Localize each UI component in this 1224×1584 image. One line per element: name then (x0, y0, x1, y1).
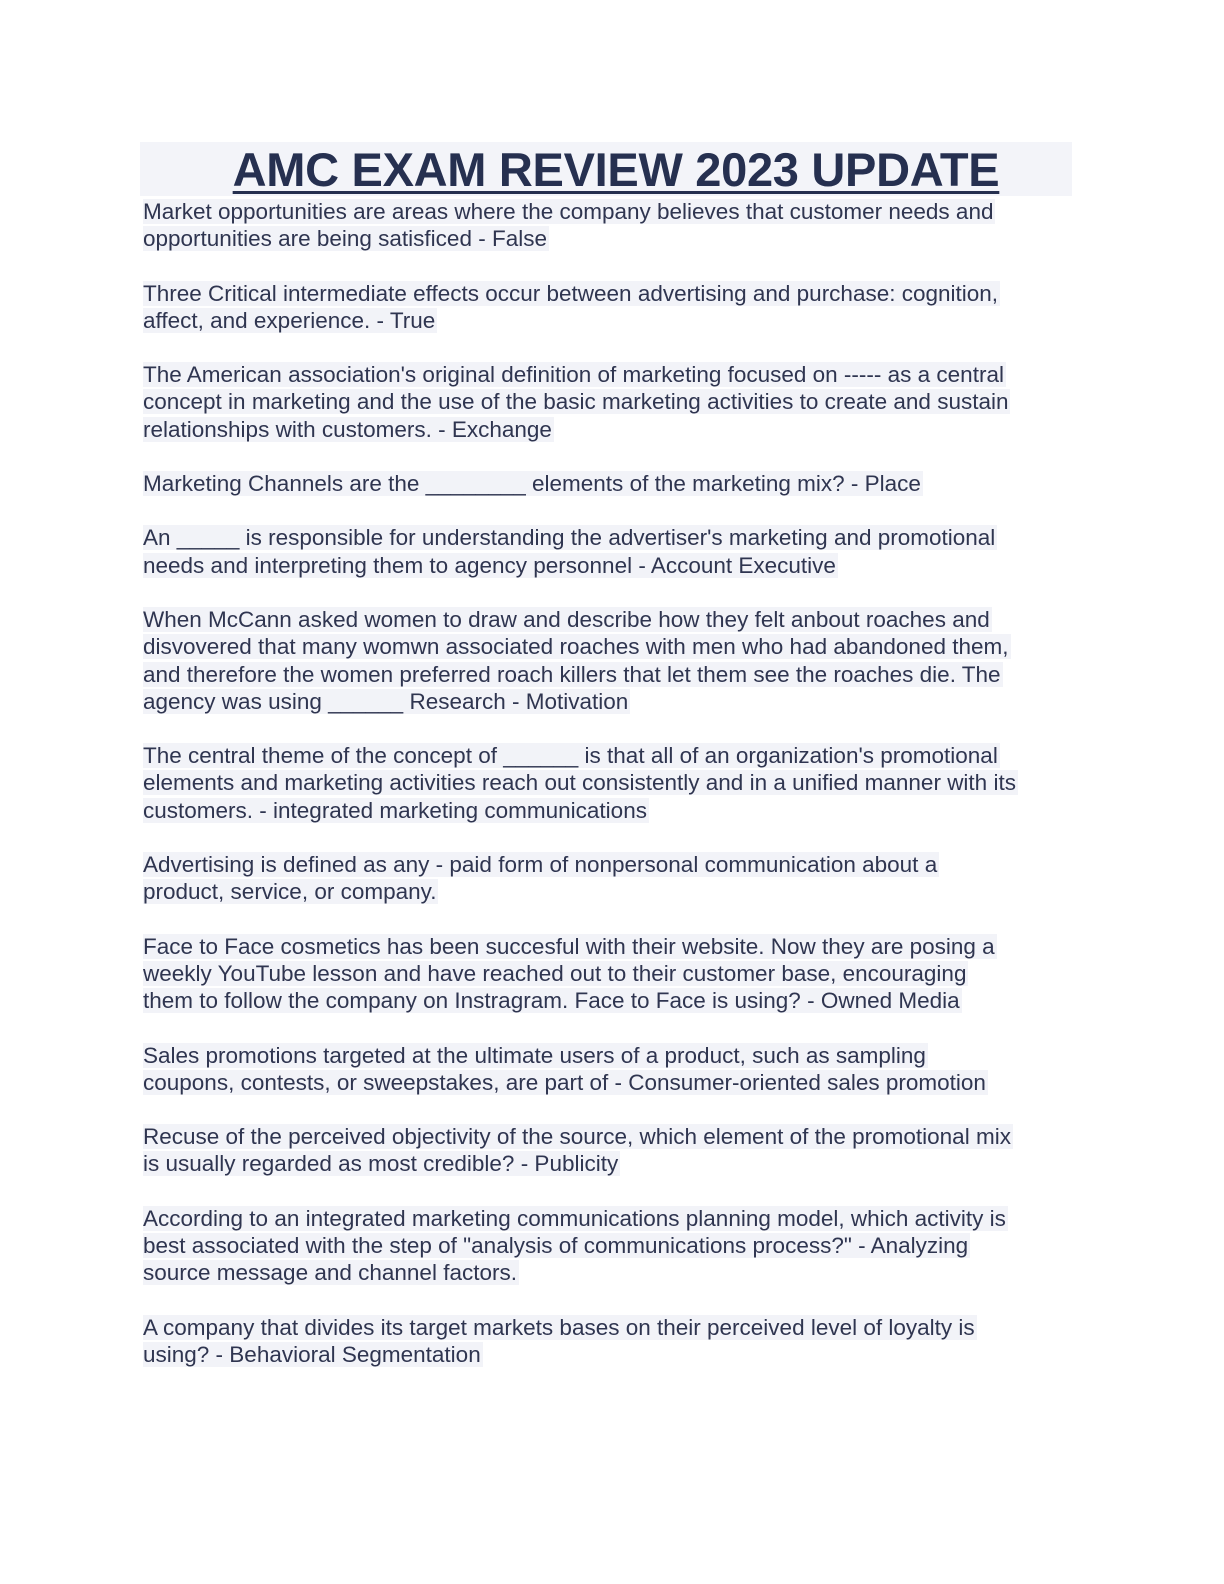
qa-line-text: According to an integrated marketing communications planning model, which activity is (143, 1205, 1006, 1231)
qa-line (143, 416, 1083, 443)
qa-line (143, 797, 1083, 824)
qa-line (143, 987, 1083, 1014)
qa-line (143, 1042, 1083, 1069)
qa-line-text: concept in marketing and the use of the basic marketing activities to create and sustain (143, 389, 1009, 415)
qa-line-text: A company that divides its target markets bases on their perceived level of loyalty is (143, 1314, 975, 1340)
qa-line (143, 1232, 1083, 1259)
qa-line (143, 225, 1083, 252)
qa-line (143, 933, 1083, 960)
qa-line-text: An _____ is responsible for understanding the advertiser's marketing and promotional (143, 525, 996, 551)
qa-item (143, 851, 1083, 906)
qa-line-text: needs and interpreting them to agency personnel - Account Executive (143, 552, 836, 578)
qa-item (143, 1042, 1083, 1097)
qa-line-text: customers. - integrated marketing communications (143, 797, 647, 823)
qa-line (143, 1150, 1083, 1177)
qa-line-text: Sales promotions targeted at the ultimate users of a product, such as sampling (143, 1042, 926, 1068)
qa-line (143, 688, 1083, 715)
qa-line-text: them to follow the company on Instragram. Face to Face is using? - Owned Media (143, 988, 960, 1014)
qa-line-text: agency was using ______ Research - Motivation (143, 688, 629, 714)
qa-line (143, 851, 1083, 878)
qa-line (143, 524, 1083, 551)
qa-item (143, 280, 1083, 335)
qa-line (143, 198, 1083, 225)
qa-item (143, 470, 1083, 497)
qa-item (143, 524, 1083, 579)
qa-line (143, 1259, 1083, 1286)
qa-item (143, 1205, 1083, 1287)
qa-line-text: relationships with customers. - Exchange (143, 416, 552, 442)
qa-line (143, 470, 1083, 497)
qa-item (143, 742, 1083, 824)
qa-line (143, 552, 1083, 579)
qa-line (143, 742, 1083, 769)
qa-line-text: Marketing Channels are the ________ elements of the marketing mix? - Place (143, 471, 921, 497)
qa-line (143, 1341, 1083, 1368)
qa-line (143, 1123, 1083, 1150)
qa-line-text: Recuse of the perceived objectivity of the source, which element of the promotional mix (143, 1124, 1011, 1150)
qa-line (143, 661, 1083, 688)
qa-list (143, 198, 1083, 1395)
qa-line (143, 878, 1083, 905)
qa-line-text: best associated with the step of "analysis of communications process?" - Analyzing (143, 1233, 969, 1259)
qa-line-text: coupons, contests, or sweepstakes, are part of - Consumer-oriented sales promotion (143, 1069, 986, 1095)
qa-line (143, 361, 1083, 388)
qa-item (143, 933, 1083, 1015)
qa-line-text: using? - Behavioral Segmentation (143, 1341, 481, 1367)
qa-line-text: Three Critical intermediate effects occur between advertising and purchase: cognition, (143, 280, 999, 306)
qa-line (143, 606, 1083, 633)
qa-item (143, 606, 1083, 715)
qa-item (143, 1123, 1083, 1178)
qa-line-text: weekly YouTube lesson and have reached out to their customer base, encouraging (143, 960, 967, 986)
qa-item (143, 1314, 1083, 1369)
qa-line (143, 1205, 1083, 1232)
qa-line (143, 307, 1083, 334)
qa-line (143, 280, 1083, 307)
qa-line (143, 960, 1083, 987)
qa-line-text: elements and marketing activities reach out consistently and in a unified manner with its (143, 770, 1016, 796)
qa-line-text: source message and channel factors. (143, 1260, 517, 1286)
qa-line (143, 1069, 1083, 1096)
qa-line (143, 388, 1083, 415)
qa-line-text: Advertising is defined as any - paid form of nonpersonal communication about a (143, 852, 938, 878)
qa-line (143, 769, 1083, 796)
qa-line-text: Face to Face cosmetics has been succesful with their website. Now they are posing a (143, 933, 995, 959)
qa-line-text: affect, and experience. - True (143, 307, 436, 333)
qa-line-text: Market opportunities are areas where the company believes that customer needs and (143, 199, 994, 224)
qa-line-text: and therefore the women preferred roach killers that let them see the roaches die. The (143, 661, 1001, 687)
qa-item (143, 198, 1083, 253)
qa-line (143, 633, 1083, 660)
page-title: AMC EXAM REVIEW 2023 UPDATE (232, 143, 1000, 196)
qa-line-text: The American association's original definition of marketing focused on ----- as a central (143, 362, 1004, 388)
qa-line-text: opportunities are being satisficed - False (143, 226, 547, 252)
qa-line-text: product, service, or company. (143, 879, 437, 905)
qa-line-text: disvovered that many womwn associated roaches with men who had abandoned them, (143, 634, 1009, 660)
qa-line-text: When McCann asked women to draw and describe how they felt anbout roaches and (143, 606, 990, 632)
qa-line-text: is usually regarded as most credible? - Publicity (143, 1151, 619, 1177)
qa-line (143, 1314, 1083, 1341)
qa-item (143, 361, 1083, 443)
qa-line-text: The central theme of the concept of ______ is that all of an organization's promotional (143, 743, 998, 769)
